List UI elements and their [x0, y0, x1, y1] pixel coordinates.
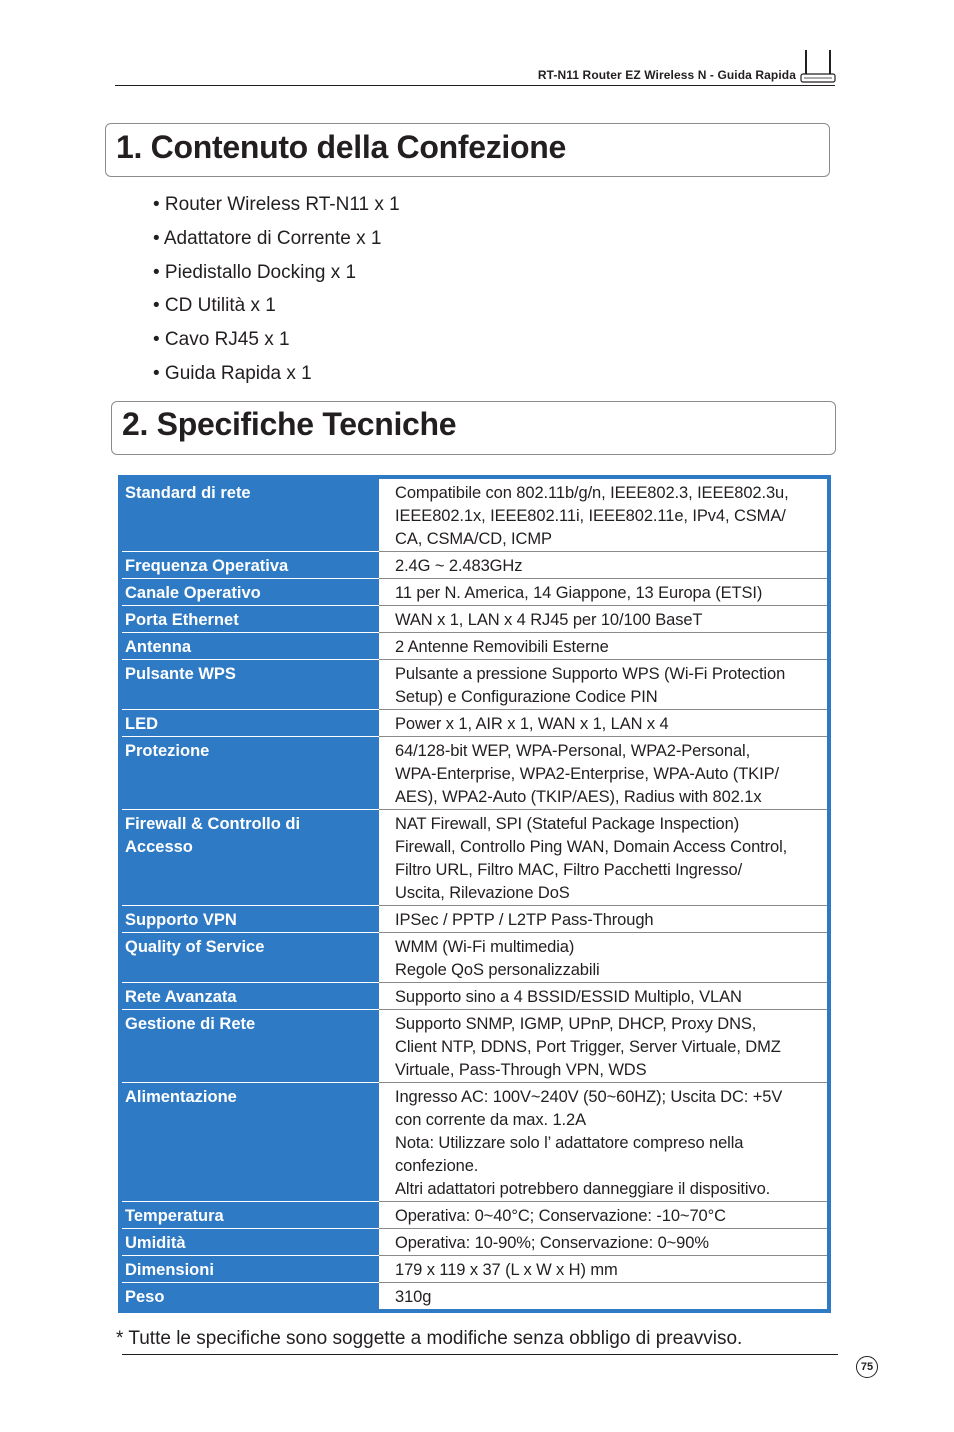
spec-value	[379, 579, 827, 606]
footer-rule	[122, 1354, 838, 1355]
spec-label-line: Rete Avanzata	[125, 988, 237, 1006]
spec-value	[379, 1010, 827, 1083]
specs-table	[118, 475, 831, 1313]
spec-value-line: Client NTP, DDNS, Port Trigger, Server Virtuale, DMZ	[395, 1038, 781, 1056]
spec-label	[122, 1283, 379, 1310]
spec-value	[379, 983, 827, 1010]
table-row	[122, 710, 827, 737]
spec-value-line: WAN x 1, LAN x 4 RJ45 per 10/100 BaseT	[395, 611, 703, 629]
spec-label	[122, 983, 379, 1010]
spec-label	[122, 1083, 379, 1202]
table-row	[122, 1202, 827, 1229]
spec-value	[379, 479, 827, 552]
spec-value-line: Altri adattatori potrebbero danneggiare il dispositivo.	[395, 1180, 771, 1198]
spec-value-line: AES), WPA2-Auto (TKIP/AES), Radius with 802.1x	[395, 788, 762, 806]
router-icon	[798, 46, 838, 88]
spec-value-line: Pulsante a pressione Supporto WPS (Wi-Fi Protection	[395, 665, 786, 683]
spec-label	[122, 660, 379, 710]
header-rule	[115, 85, 835, 86]
table-row	[122, 933, 827, 983]
spec-label-line: Dimensioni	[125, 1261, 214, 1279]
spec-value-line: Ingresso AC: 100V~240V (50~60HZ); Uscita DC: +5V	[395, 1088, 783, 1106]
spec-value	[379, 1256, 827, 1283]
spec-value-line: 64/128-bit WEP, WPA-Personal, WPA2-Personal,	[395, 742, 751, 760]
spec-label-line: Pulsante WPS	[125, 665, 236, 683]
spec-label-line: Peso	[125, 1288, 165, 1306]
spec-value	[379, 1283, 827, 1310]
spec-value-line: Regole QoS personalizzabili	[395, 961, 600, 979]
spec-label-line: LED	[125, 715, 158, 733]
spec-label	[122, 1010, 379, 1083]
spec-value-line: Supporto SNMP, IGMP, UPnP, DHCP, Proxy DNS,	[395, 1015, 757, 1033]
page-number: 75	[856, 1356, 878, 1378]
spec-value-line: CA, CSMA/CD, ICMP	[395, 530, 552, 548]
list-item: • CD Utilità x 1	[153, 295, 276, 317]
spec-value-line: WMM (Wi-Fi multimedia)	[395, 938, 575, 956]
spec-value-line: Virtuale, Pass-Through VPN, WDS	[395, 1061, 647, 1079]
spec-value	[379, 810, 827, 906]
table-row	[122, 552, 827, 579]
header-title: RT-N11 Router EZ Wireless N - Guida Rapida	[537, 68, 796, 82]
spec-value-line: Firewall, Controllo Ping WAN, Domain Access Control,	[395, 838, 788, 856]
spec-value-line: Uscita, Rilevazione DoS	[395, 884, 570, 902]
list-item: • Adattatore di Corrente x 1	[153, 227, 382, 249]
spec-value	[379, 710, 827, 737]
footnote: * Tutte le specifiche sono soggette a modifiche senza obbligo di preavviso.	[116, 1328, 743, 1349]
table-row	[122, 1229, 827, 1256]
spec-label	[122, 633, 379, 660]
spec-label	[122, 1202, 379, 1229]
spec-value-line: 2.4G ~ 2.483GHz	[395, 557, 523, 575]
spec-value-line: con corrente da max. 1.2A	[395, 1111, 587, 1129]
table-row	[122, 479, 827, 552]
table-row	[122, 1083, 827, 1202]
spec-value-line: Compatibile con 802.11b/g/n, IEEE802.3, IEEE802.3u,	[395, 484, 789, 502]
spec-label-line: Umidità	[125, 1234, 186, 1252]
spec-value	[379, 606, 827, 633]
spec-label	[122, 606, 379, 633]
list-item: • Router Wireless RT-N11 x 1	[153, 194, 400, 215]
table-row	[122, 606, 827, 633]
spec-label	[122, 933, 379, 983]
list-item: • Guida Rapida x 1	[153, 362, 312, 384]
table-row	[122, 810, 827, 906]
spec-value-line: Filtro URL, Filtro MAC, Filtro Pacchetti Ingresso/	[395, 861, 743, 879]
table-row	[122, 906, 827, 933]
spec-value-line: Setup) e Configurazione Codice PIN	[395, 688, 658, 706]
spec-value-line: 310g	[395, 1288, 432, 1306]
spec-value-line: 11 per N. America, 14 Giappone, 13 Europa (ETSI)	[395, 584, 763, 602]
spec-label	[122, 906, 379, 933]
list-item: • Piedistallo Docking x 1	[153, 261, 357, 283]
spec-value-line: Supporto sino a 4 BSSID/ESSID Multiplo, VLAN	[395, 988, 742, 1006]
spec-value-line: 2 Antenne Removibili Esterne	[395, 638, 609, 656]
spec-value	[379, 933, 827, 983]
spec-label-line: Porta Ethernet	[125, 611, 239, 629]
spec-value-line: NAT Firewall, SPI (Stateful Package Inspection)	[395, 815, 740, 833]
section2-title: 2. Specifiche Tecniche	[122, 406, 457, 442]
section1-title: 1. Contenuto della Confezione	[116, 129, 566, 165]
spec-label	[122, 479, 379, 552]
spec-label	[122, 552, 379, 579]
spec-label-line: Frequenza Operativa	[125, 557, 289, 575]
package-contents-list	[153, 192, 400, 395]
table-row	[122, 1283, 827, 1310]
spec-label	[122, 810, 379, 906]
spec-label-line: Quality of Service	[125, 938, 265, 956]
spec-label-line: Antenna	[125, 638, 191, 656]
spec-label	[122, 1256, 379, 1283]
spec-label-line: Protezione	[125, 742, 210, 760]
spec-value	[379, 1229, 827, 1256]
table-row	[122, 660, 827, 710]
spec-value	[379, 737, 827, 810]
spec-value	[379, 906, 827, 933]
spec-value-line: Operativa: 0~40°C; Conservazione: -10~70°C	[395, 1207, 726, 1225]
spec-label	[122, 710, 379, 737]
spec-label-line: Firewall & Controllo di	[125, 815, 301, 833]
spec-label-line: Temperatura	[125, 1207, 224, 1225]
spec-value-line: WPA-Enterprise, WPA2-Enterprise, WPA-Auto (TKIP/	[395, 765, 779, 783]
table-row	[122, 579, 827, 606]
table-row	[122, 1010, 827, 1083]
spec-label-line: Alimentazione	[125, 1088, 237, 1106]
spec-label	[122, 579, 379, 606]
spec-value	[379, 1202, 827, 1229]
table-row	[122, 983, 827, 1010]
spec-label-line: Gestione di Rete	[125, 1015, 256, 1033]
spec-label-line: Standard di rete	[125, 484, 251, 502]
spec-value	[379, 660, 827, 710]
spec-label-line: Supporto VPN	[125, 911, 237, 929]
spec-value-line: Nota: Utilizzare solo l’ adattatore compreso nella	[395, 1134, 744, 1152]
spec-value-line: Operativa: 10-90%; Conservazione: 0~90%	[395, 1234, 709, 1252]
spec-value	[379, 552, 827, 579]
spec-value-line: confezione.	[395, 1157, 479, 1175]
table-row	[122, 737, 827, 810]
spec-label-line: Accesso	[125, 838, 193, 856]
list-item: • Cavo RJ45 x 1	[153, 329, 290, 351]
table-row	[122, 633, 827, 660]
spec-value-line: IEEE802.1x, IEEE802.11i, IEEE802.11e, IPv4, CSMA/	[395, 507, 786, 525]
spec-label	[122, 1229, 379, 1256]
spec-value-line: 179 x 119 x 37 (L x W x H) mm	[395, 1261, 618, 1279]
table-row	[122, 1256, 827, 1283]
spec-label-line: Canale Operativo	[125, 584, 261, 602]
spec-value-line: Power x 1, AIR x 1, WAN x 1, LAN x 4	[395, 715, 669, 733]
spec-value-line: IPSec / PPTP / L2TP Pass-Through	[395, 911, 654, 929]
spec-value	[379, 633, 827, 660]
spec-value	[379, 1083, 827, 1202]
spec-label	[122, 737, 379, 810]
